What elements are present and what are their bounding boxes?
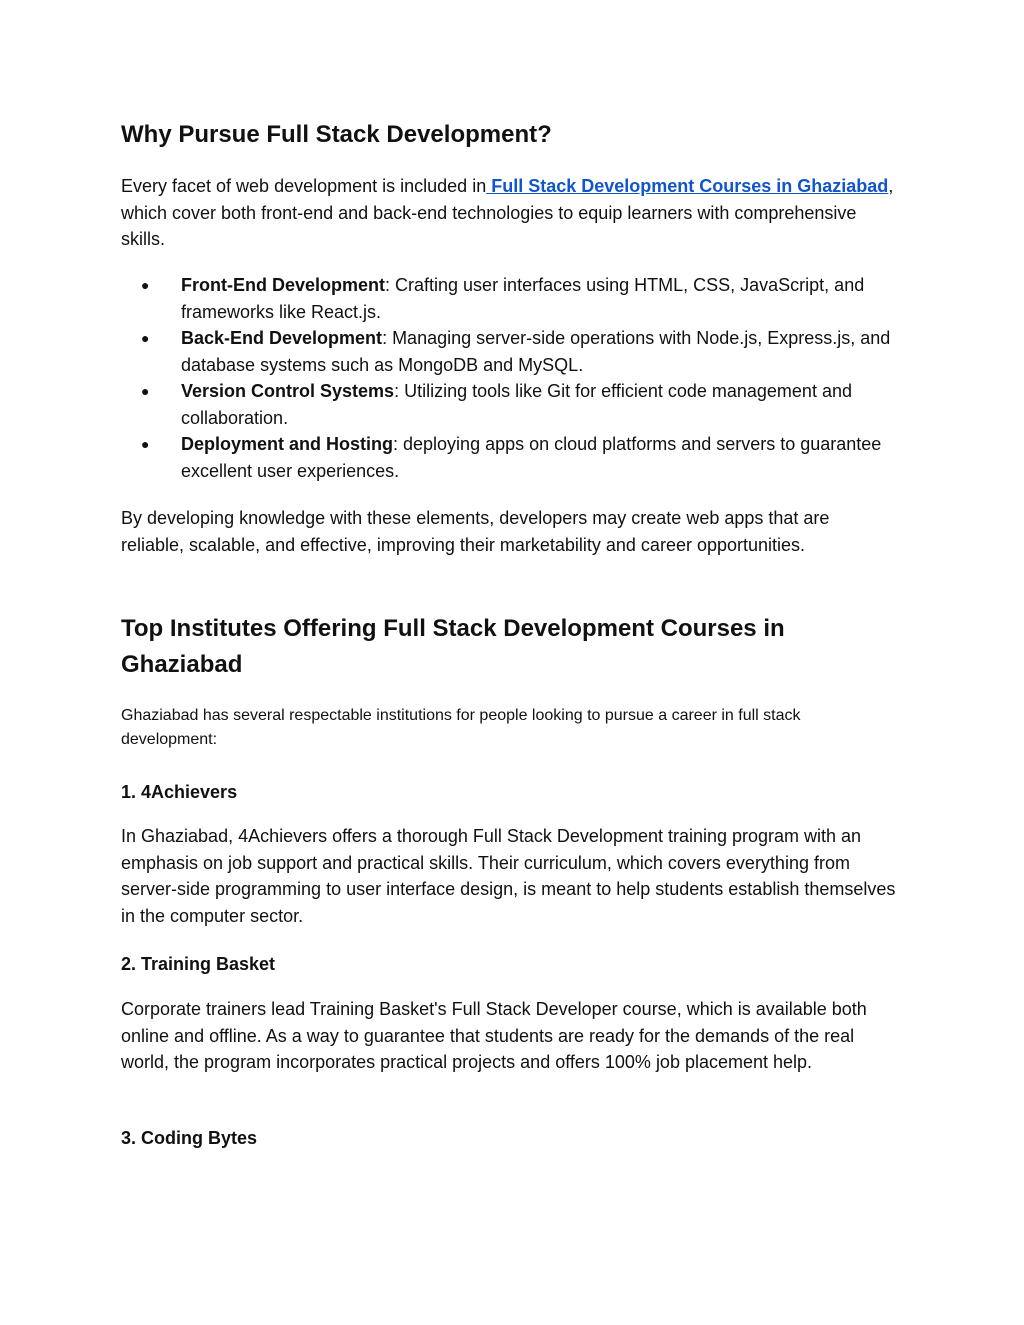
bullet-text: : Crafting user interfaces using HTML, CSS, JavaScript, and frameworks like React.js. [181, 275, 865, 322]
list-item [121, 378, 896, 431]
conclusion-paragraph: By developing knowledge with these elements, developers may create web apps that are reliable, scalable, and effective, improving their marketability and career opportunities. [121, 508, 830, 555]
intro-text-after-link: , which cover both front-end and back-end technologies to equip learners with comprehensive skills. [121, 176, 894, 249]
institutes-intro-paragraph: Ghaziabad has several respectable institutions for people looking to pursue a career in full stack development: [121, 707, 801, 748]
bullet-text: : deploying apps on cloud platforms and servers to guarantee excellent user experiences. [181, 434, 882, 481]
list-item [121, 431, 896, 484]
section-heading-why-full-stack: Why Pursue Full Stack Development? [121, 121, 552, 148]
institute-description: Corporate trainers lead Training Basket's Full Stack Developer course, which is available both online and offline. As a way to guarantee that students are ready for the demands of the real world, the program incorporates practical projects and offers 100% job placement help. [121, 999, 867, 1072]
intro-paragraph [121, 173, 896, 253]
institute-title: 2. Training Basket [121, 954, 276, 974]
bullet-text: : Utilizing tools like Git for efficient code management and collaboration. [181, 381, 852, 428]
skills-bullet-list [121, 272, 901, 484]
bullet-term: Deployment and Hosting [181, 434, 394, 454]
list-item [121, 325, 896, 378]
list-item [121, 272, 896, 325]
bullet-term: Back-End Development [181, 328, 383, 348]
bullet-term: Version Control Systems [181, 381, 395, 401]
institute-description: In Ghaziabad, 4Achievers offers a thorough Full Stack Development training program with an emphasis on job support and practical skills. Their curriculum, which covers everything from server-side programming to user interface design, is meant to help students establish themselves in the computer sector. [121, 826, 896, 926]
bullet-icon: ● [141, 436, 150, 452]
intro-text-before-link: Every facet of web development is included in [121, 176, 487, 196]
bullet-icon: ● [141, 330, 150, 346]
bullet-icon: ● [141, 383, 150, 399]
institute-title: 3. Coding Bytes [121, 1128, 258, 1148]
bullet-icon: ● [141, 277, 150, 293]
bullet-term: Front-End Development [181, 275, 386, 295]
section-heading-top-institutes: Top Institutes Offering Full Stack Development Courses in Ghaziabad [121, 615, 785, 678]
institute-title: 1. 4Achievers [121, 782, 238, 802]
full-stack-courses-link[interactable]: Full Stack Development Courses in Ghaziabad [486, 176, 889, 196]
bullet-text: : Managing server-side operations with Node.js, Express.js, and database systems such as MongoDB and MySQL. [181, 328, 891, 375]
